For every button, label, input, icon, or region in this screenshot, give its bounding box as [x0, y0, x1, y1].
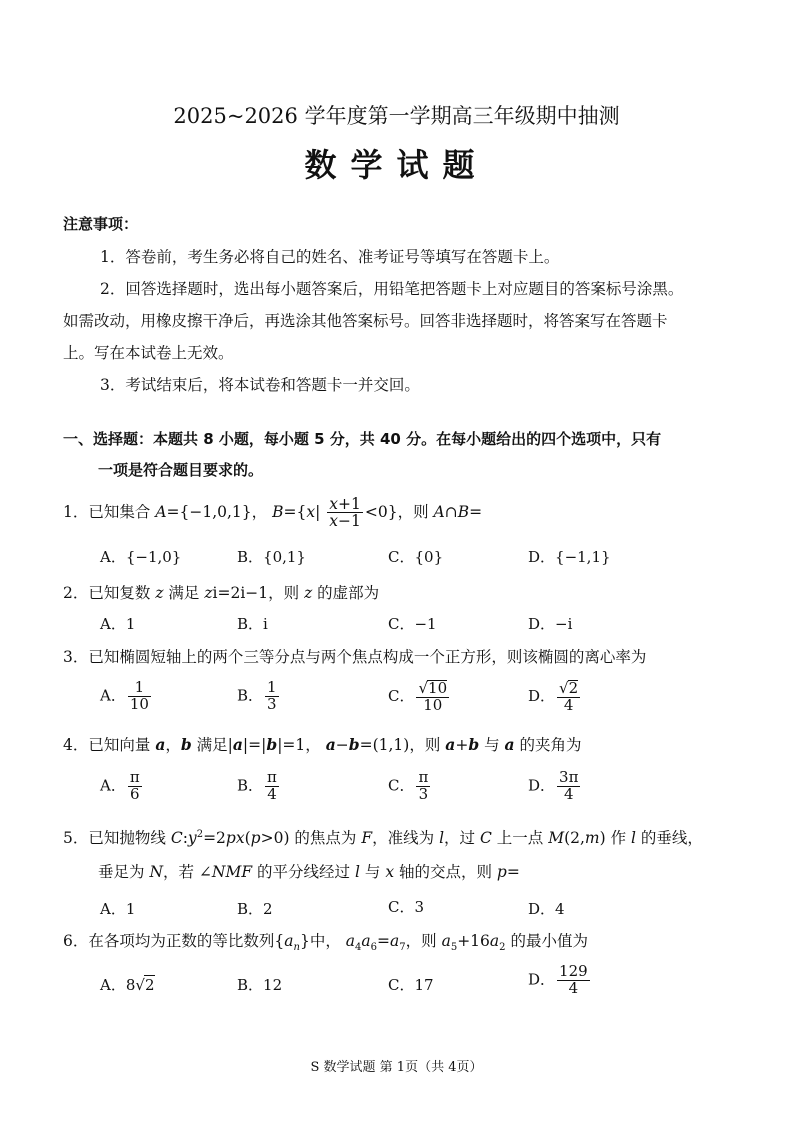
question-5-line-2: 垂足为 N，若 ∠NMF 的平分线经过 l 与 x 轴的交点，则 p=	[98, 863, 520, 881]
notice-item-2-line-3: 上。写在本试卷上无效。	[63, 344, 234, 362]
option-3b[interactable]: B． $\frac{1}{3}$	[237, 678, 277, 713]
notice-item-2-line-1: 2．回答选择题时，选出每小题答案后，用铅笔把答题卡上对应题目的答案标号涂黑。	[100, 280, 684, 298]
option-5a[interactable]: A．1	[100, 900, 136, 918]
subject-title: 数学试题	[304, 146, 489, 184]
option-2a[interactable]: A．1	[100, 615, 136, 633]
section-heading-line-2: 一项是符合题目要求的。	[98, 461, 264, 479]
option-3d[interactable]: D． $\frac{√2}{4}$	[528, 679, 579, 714]
option-4a[interactable]: A． $\frac{\pi}{6}$	[100, 768, 140, 803]
option-6b[interactable]: B．12	[237, 976, 283, 994]
option-2d[interactable]: D．−i	[528, 615, 573, 633]
question-number: 1．	[63, 502, 89, 521]
option-2c[interactable]: C．−1	[388, 615, 437, 633]
option-4b[interactable]: B． $\frac{\pi}{4}$	[237, 768, 277, 803]
option-4d[interactable]: D． $\frac{3\pi}{4}$	[528, 768, 579, 803]
page-footer: S 数学试题 第 1页（共 4页）	[310, 1060, 483, 1075]
question-5-line-1: 5．已知抛物线 $C:y^2=2px(p>0)$ 的焦点为 F，准线为 l，过 C 上一点 M(2,m) 作 l 的垂线，	[63, 828, 703, 847]
question-2: 2．已知复数 z 满足 zi=2i−1，则 z 的虚部为	[63, 584, 380, 602]
option-2b[interactable]: B．i	[237, 615, 268, 633]
question-3: 3．已知椭圆短轴上的两个三等分点与两个焦点构成一个正方形，则该椭圆的离心率为	[63, 648, 647, 666]
option-6d[interactable]: D． $\frac{129}{4}$	[528, 962, 588, 997]
option-5c[interactable]: C．3	[388, 898, 425, 916]
notice-heading: 注意事项：	[63, 215, 139, 233]
option-4c[interactable]: C． $\frac{\pi}{3}$	[388, 768, 429, 803]
option-3c[interactable]: C． $\frac{√10}{10}$	[388, 679, 448, 714]
notice-item-2-line-2: 如需改动，用橡皮擦干净后，再选涂其他答案标号。回答非选择题时，将答案写在答题卡	[63, 312, 668, 330]
exam-title: 2025~2026 学年度第一学期高三年级期中抽测	[173, 104, 620, 128]
option-1d[interactable]: D．{−1,1}	[528, 548, 611, 566]
notice-item-1: 1．答卷前，考生务必将自己的姓名、准考证号等填写在答题卡上。	[100, 248, 560, 266]
notice-item-3: 3．考试结束后，将本试卷和答题卡一并交回。	[100, 376, 420, 394]
question-4: 4．已知向量 a，b 满足|a|=|b|=1， a−b=(1,1)，则 a+b 与 a 的夹角为	[63, 735, 582, 754]
option-5d[interactable]: D．4	[528, 900, 565, 918]
option-1c[interactable]: C．{0}	[388, 548, 444, 566]
option-5b[interactable]: B．2	[237, 900, 273, 918]
option-1a[interactable]: A．{−1,0}	[100, 548, 182, 566]
option-3a[interactable]: A． $\frac{1}{10}$	[100, 678, 149, 713]
section-heading-line-1: 一、选择题：本题共 8 小题，每小题 5 分，共 40 分。在每小题给出的四个选项中，只有	[63, 430, 662, 448]
option-6a[interactable]: A．8√2	[100, 976, 155, 994]
question-1: 1．已知集合 A={−1,0,1}， B={x| $\frac{x+1}{x-1}$ <0}，则 A∩B=	[63, 495, 483, 531]
question-6: 6．在各项均为正数的等比数列$\{a_n\}$中， $a_4a_6=a_7$，则 $a_5+16a_2$ 的最小值为	[63, 932, 588, 954]
option-1b[interactable]: B．{0,1}	[237, 548, 306, 566]
option-6c[interactable]: C．17	[388, 976, 434, 994]
